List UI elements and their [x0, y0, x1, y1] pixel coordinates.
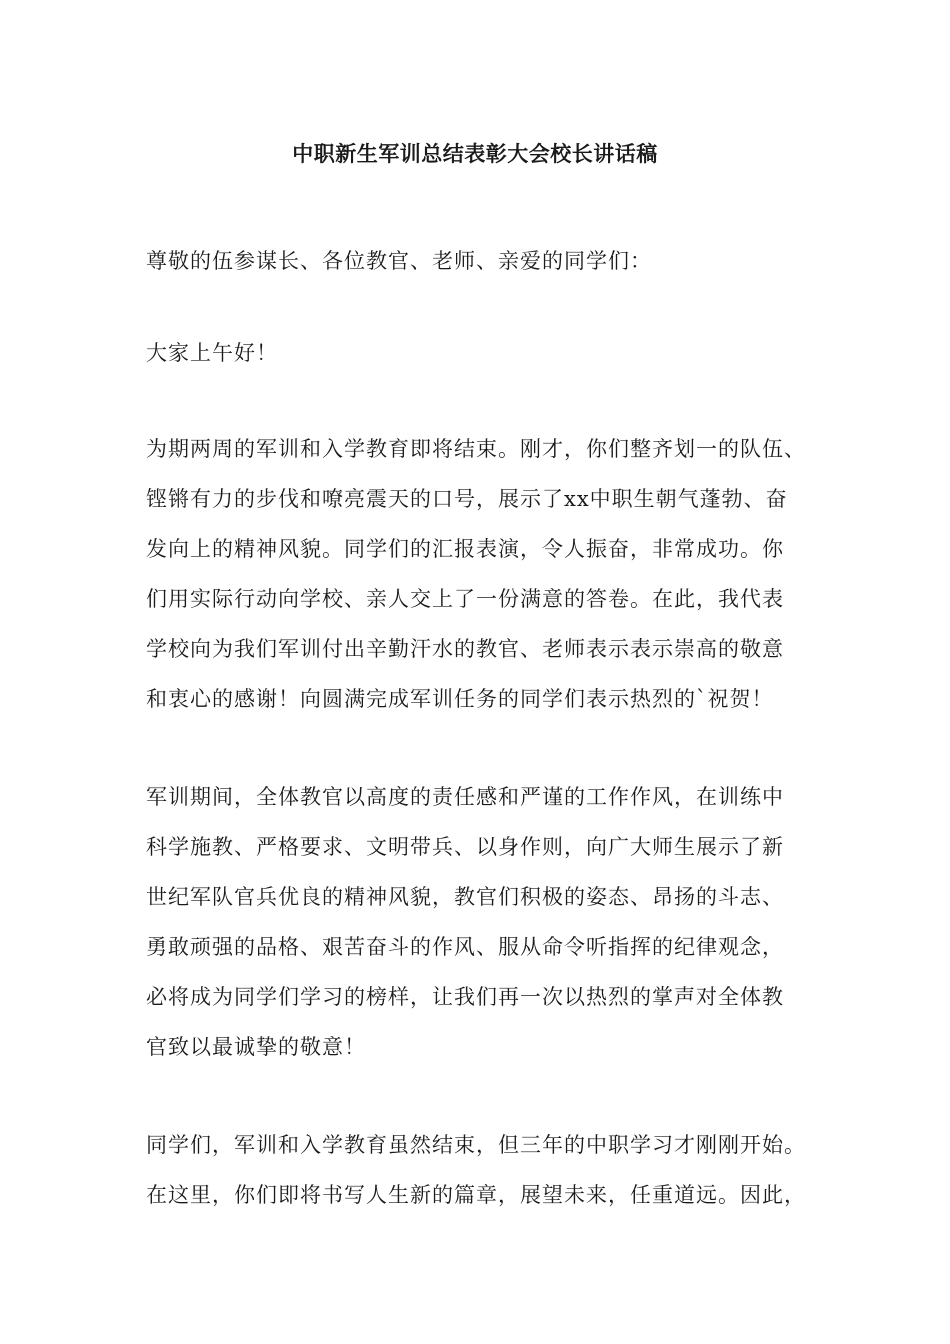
salutation-text: 尊敬的伍参谋长、各位教官、老师、亲爱的同学们： — [146, 249, 652, 273]
paragraph-line: 发向上的精神风貌。同学们的汇报表演，令人振奋，非常成功。你 — [146, 537, 784, 561]
greeting-text: 大家上午好！ — [146, 341, 278, 365]
paragraph-line: 们用实际行动向学校、亲人交上了一份满意的答卷。在此，我代表 — [146, 587, 784, 611]
salutation — [146, 236, 836, 286]
document-title: 中职新生军训总结表彰大会校长讲话稿 — [292, 141, 658, 166]
paragraph-line: 勇敢顽强的品格、艰苦奋斗的作风、服从命令听指挥的纪律观念， — [146, 935, 784, 959]
paragraph-line: 在这里，你们即将书写人生新的篇章，展望未来，任重道远。因此， — [146, 1183, 806, 1207]
paragraph-line: 科学施教、严格要求、文明带兵、以身作则，向广大师生展示了新 — [146, 835, 784, 859]
paragraph-line: 世纪军队官兵优良的精神风貌，教官们积极的姿态、昂扬的斗志、 — [146, 885, 784, 909]
paragraph-line: 和衷心的感谢！向圆满完成军训任务的同学们表示热烈的`祝贺！ — [146, 687, 774, 711]
paragraph-1 — [146, 424, 836, 724]
paragraph-line: 必将成为同学们学习的榜样，让我们再一次以热烈的掌声对全体教 — [146, 985, 784, 1009]
greeting — [146, 328, 836, 378]
paragraph-line: 军训期间，全体教官以高度的责任感和严谨的工作作风，在训练中 — [146, 785, 784, 809]
paragraph-line: 学校向为我们军训付出辛勤汗水的教官、老师表示表示崇高的敬意 — [146, 637, 784, 661]
paragraph-line: 同学们，军训和入学教育虽然结束，但三年的中职学习才刚刚开始。 — [146, 1133, 806, 1157]
paragraph-2 — [146, 772, 836, 1072]
paragraph-line: 铿锵有力的步伐和嘹亮震天的口号，展示了xx中职生朝气蓬勃、奋 — [146, 487, 788, 511]
paragraph-line: 为期两周的军训和入学教育即将结束。刚才，你们整齐划一的队伍、 — [146, 437, 806, 461]
paragraph-line: 官致以最诚挚的敬意！ — [146, 1035, 366, 1059]
paragraph-3 — [146, 1120, 836, 1220]
